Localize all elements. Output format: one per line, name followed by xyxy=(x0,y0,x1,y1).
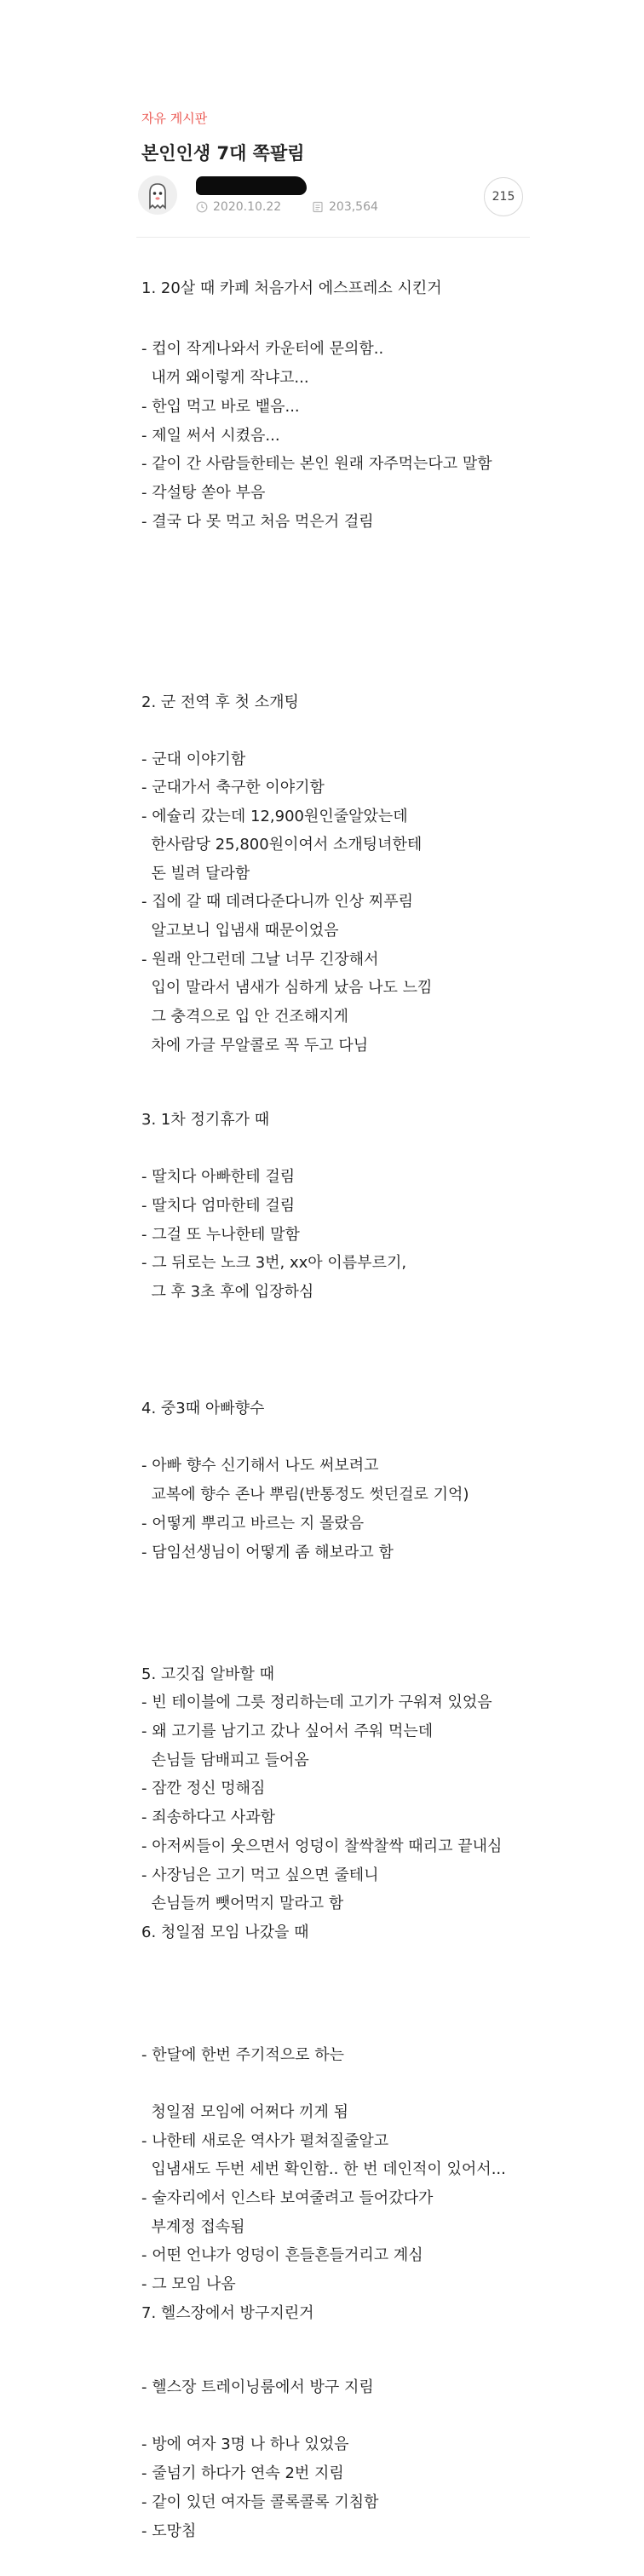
body-line: 부계정 접속됨 xyxy=(141,2218,245,2236)
body-line: - 결국 다 못 먹고 처음 먹은거 걸림 xyxy=(141,513,374,531)
author-name-redacted[interactable] xyxy=(196,176,307,195)
body-line: - 아저씨들이 웃으면서 엉덩이 찰싹찰싹 때리고 끝내심 xyxy=(141,1837,503,1855)
section-heading: 1. 20살 때 카페 처음가서 에스프레소 시킨거 xyxy=(141,279,442,297)
body-line: - 한달에 한번 주기적으로 하는 xyxy=(141,2046,345,2064)
body-line: - 죄송하다고 사과함 xyxy=(141,1808,276,1826)
body-line: 손님들 담배피고 들어옴 xyxy=(141,1751,309,1769)
body-line: - 제일 써서 시켰음... xyxy=(141,427,280,445)
body-line: 돈 빌려 달라함 xyxy=(141,865,250,883)
body-line: 차에 가글 무알콜로 꼭 두고 다님 xyxy=(141,1037,369,1055)
avatar[interactable] xyxy=(138,175,177,215)
section-heading: 6. 청일점 모임 나갔을 때 xyxy=(141,1923,309,1941)
view-count-text: 203,564 xyxy=(329,200,378,214)
body-line: - 각설탕 쏟아 부음 xyxy=(141,484,266,502)
clock-icon xyxy=(196,201,208,213)
body-line: - 빈 테이블에 그릇 정리하는데 고기가 구워져 있었음 xyxy=(141,1693,492,1711)
body-line: - 컵이 작게나와서 카운터에 문의함.. xyxy=(141,340,384,358)
body-line: - 같이 있던 여자들 콜록콜록 기침함 xyxy=(141,2493,379,2511)
body-line: - 그 뒤로는 노크 3번, xx아 이름부르기, xyxy=(141,1254,407,1272)
header-divider xyxy=(136,237,530,238)
section-heading: 3. 1차 정기휴가 때 xyxy=(141,1111,270,1129)
section-heading: 2. 군 전역 후 첫 소개팅 xyxy=(141,693,299,711)
body-line: 그 충격으로 입 안 건조해지게 xyxy=(141,1008,348,1026)
body-line: - 나한테 새로운 역사가 펼쳐질줄알고 xyxy=(141,2132,389,2150)
body-line: - 방에 여자 3명 나 하나 있었음 xyxy=(141,2435,349,2453)
body-line: - 그 모임 나옴 xyxy=(141,2275,236,2293)
body-line: - 술자리에서 인스타 보여줄려고 들어갔다가 xyxy=(141,2189,434,2207)
body-line: - 원래 안그런데 그날 너무 긴장해서 xyxy=(141,951,379,969)
body-line: 청일점 모임에 어쩌다 끼게 됨 xyxy=(141,2103,348,2121)
body-line: - 딸치다 아빠한테 걸림 xyxy=(141,1168,296,1186)
body-line: - 집에 갈 때 데려다준다니까 인상 찌푸림 xyxy=(141,893,414,911)
section-heading: 5. 고깃집 알바할 때 xyxy=(141,1665,275,1683)
body-line: 한사람당 25,800원이여서 소개팅녀한테 xyxy=(141,836,423,854)
document-icon xyxy=(312,201,324,213)
body-line: - 같이 간 사람들한테는 본인 원래 자주먹는다고 말함 xyxy=(141,455,492,473)
body-line: - 딸치다 엄마한테 걸림 xyxy=(141,1197,296,1215)
section-heading: 7. 헬스장에서 방구지린거 xyxy=(141,2304,314,2322)
body-line: 교복에 향수 존나 뿌림(반통정도 썻던걸로 기억) xyxy=(141,1486,469,1504)
body-line: - 어떤 언냐가 엉덩이 흔들흔들거리고 계심 xyxy=(141,2246,423,2264)
board-link[interactable]: 자유 게시판 xyxy=(141,111,208,126)
ghost-avatar-icon xyxy=(138,175,177,215)
section-heading: 4. 중3때 아빠향수 xyxy=(141,1400,265,1417)
body-line: - 아빠 향수 신기해서 나도 써보려고 xyxy=(141,1457,379,1475)
body-line: - 담임선생님이 어떻게 좀 해보라고 함 xyxy=(141,1544,394,1561)
body-line: - 에슐리 갔는데 12,900원인줄알았는데 xyxy=(141,808,408,825)
body-line: 그 후 3초 후에 입장하심 xyxy=(141,1283,314,1301)
body-line: - 헬스장 트레이닝룸에서 방구 지림 xyxy=(141,2378,374,2396)
body-line: 손님들꺼 뺏어먹지 말라고 함 xyxy=(141,1895,344,1912)
post-date xyxy=(196,200,281,214)
body-line: 알고보니 입냄새 때문이었음 xyxy=(141,922,339,940)
body-line: - 군대 이야기함 xyxy=(141,750,246,768)
body-line: - 그걸 또 누나한테 말함 xyxy=(141,1226,300,1244)
body-line: 입냄새도 두번 세번 확인함.. 한 번 데인적이 있어서... xyxy=(141,2160,506,2178)
body-line: - 한입 먹고 바로 뱉음... xyxy=(141,398,300,416)
body-line: - 사장님은 고기 먹고 싶으면 줄테니 xyxy=(141,1866,379,1884)
body-line: 입이 말라서 냄새가 심하게 났음 나도 느낌 xyxy=(141,979,433,997)
body-line: - 잠깐 정신 멍해짐 xyxy=(141,1780,266,1797)
view-count xyxy=(312,200,378,214)
body-line: - 도망침 xyxy=(141,2522,197,2540)
body-line: - 어떻게 뿌리고 바르는 지 몰랐음 xyxy=(141,1515,365,1532)
post-title: 본인인생 7대 쪽팔림 xyxy=(141,143,305,164)
body-line: - 군대가서 축구한 이야기함 xyxy=(141,779,325,796)
body-line: - 줄넘기 하다가 연속 2번 지림 xyxy=(141,2464,344,2482)
comment-count-button[interactable]: 215 xyxy=(484,177,523,216)
body-line: 내꺼 왜이렇게 작냐고... xyxy=(141,369,309,387)
body-line: - 왜 고기를 남기고 갔나 싶어서 주워 먹는데 xyxy=(141,1722,434,1740)
post-date-text: 2020.10.22 xyxy=(213,200,282,214)
